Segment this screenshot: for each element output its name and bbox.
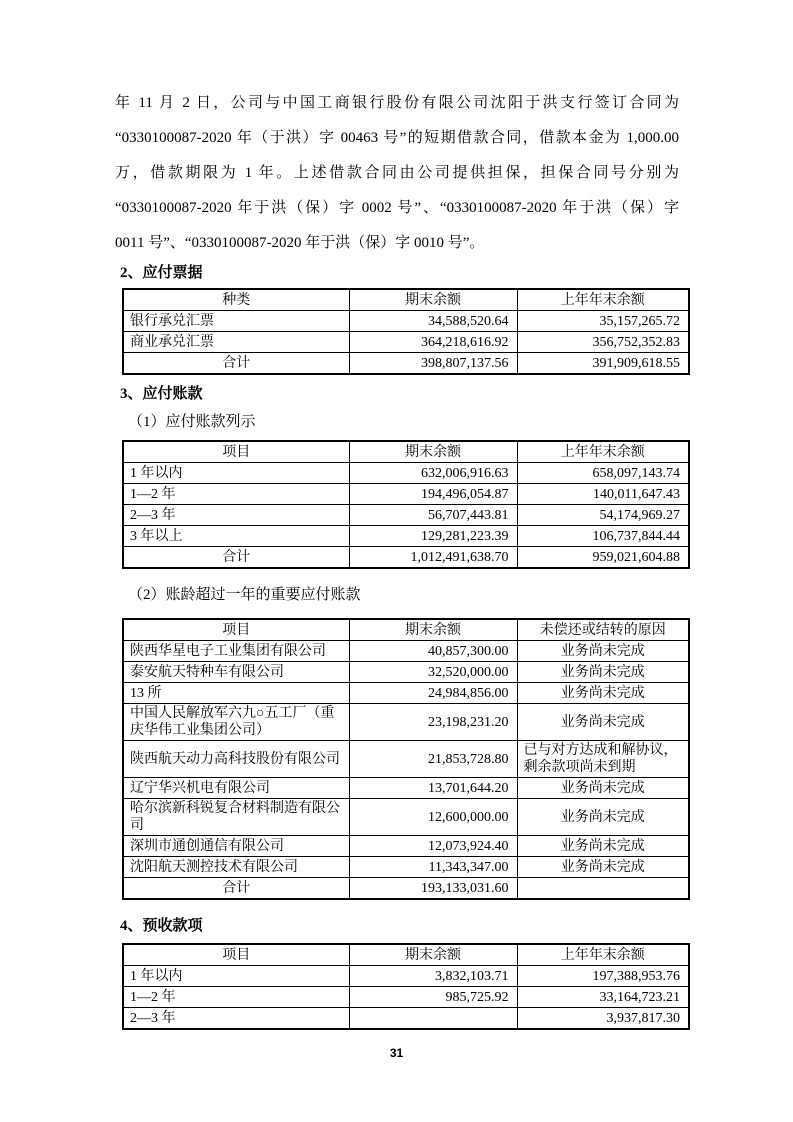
table-cell: 658,097,143.74 bbox=[517, 463, 689, 484]
table-cell: 业务尚未完成 bbox=[517, 799, 689, 836]
table-row bbox=[123, 526, 689, 547]
table-row bbox=[123, 741, 689, 778]
table-cell: 197,388,953.76 bbox=[517, 966, 689, 987]
page-number: 31 bbox=[389, 1046, 404, 1060]
total-row bbox=[123, 878, 689, 900]
table-row bbox=[123, 778, 689, 799]
table-cell: 129,281,223.39 bbox=[349, 526, 517, 547]
table-row bbox=[123, 311, 689, 332]
table-header-row bbox=[123, 944, 689, 966]
column-header: 项目 bbox=[123, 944, 349, 966]
table-cell: 24,984,856.00 bbox=[349, 683, 517, 704]
column-header: 种类 bbox=[123, 289, 349, 311]
table-cell: 3,937,817.30 bbox=[517, 1008, 689, 1030]
table-row bbox=[123, 662, 689, 683]
table-cell: 辽宁华兴机电有限公司 bbox=[123, 778, 349, 799]
table-cell: 11,343,347.00 bbox=[349, 857, 517, 878]
table-cell: 1 年以内 bbox=[123, 463, 349, 484]
table-cell: 银行承兑汇票 bbox=[123, 311, 349, 332]
table-row bbox=[123, 857, 689, 878]
table-row bbox=[123, 987, 689, 1008]
table-cell: 1,012,491,638.70 bbox=[349, 547, 517, 569]
table-cell: 哈尔滨新科锐复合材料制造有限公司 bbox=[123, 799, 349, 836]
table-cell: 32,520,000.00 bbox=[349, 662, 517, 683]
notes-payable-table bbox=[122, 288, 690, 375]
table-cell: 33,164,723.21 bbox=[517, 987, 689, 1008]
table-cell: 34,588,520.64 bbox=[349, 311, 517, 332]
paragraph-line: “0330100087-2020 年（于洪）字 00463 号”的短期借款合同，借款本金为 1,000.00 bbox=[115, 130, 679, 146]
table-row bbox=[123, 484, 689, 505]
table-cell: 陕西华星电子工业集团有限公司 bbox=[123, 641, 349, 662]
table-cell: 12,073,924.40 bbox=[349, 836, 517, 857]
column-header: 期末余额 bbox=[349, 944, 517, 966]
table-cell: 已与对方达成和解协议，剩余款项尚未到期 bbox=[517, 741, 689, 778]
column-header: 上年年末余额 bbox=[517, 441, 689, 463]
table-cell: 合计 bbox=[123, 353, 349, 375]
table-cell: 泰安航天特种车有限公司 bbox=[123, 662, 349, 683]
table-cell bbox=[517, 878, 689, 900]
table-cell: 业务尚未完成 bbox=[517, 857, 689, 878]
table-header-row bbox=[123, 289, 689, 311]
column-header: 项目 bbox=[123, 441, 349, 463]
table-cell: 合计 bbox=[123, 878, 349, 900]
column-header: 期末余额 bbox=[349, 441, 517, 463]
section3-sub1-heading: （1）应付账款列示 bbox=[128, 414, 256, 430]
important-accounts-payable-table bbox=[122, 618, 690, 900]
table-cell: 56,707,443.81 bbox=[349, 505, 517, 526]
table-cell: 364,218,616.92 bbox=[349, 332, 517, 353]
table-cell bbox=[349, 1008, 517, 1030]
table-row bbox=[123, 332, 689, 353]
table-cell: 391,909,618.55 bbox=[517, 353, 689, 375]
table-cell: 业务尚未完成 bbox=[517, 641, 689, 662]
table-cell: 沈阳航天测控技术有限公司 bbox=[123, 857, 349, 878]
total-row bbox=[123, 353, 689, 375]
table-cell: 985,725.92 bbox=[349, 987, 517, 1008]
accounts-payable-aging-table bbox=[122, 440, 690, 569]
paragraph-line: 0011 号”、“0330100087-2020 年于洪（保）字 0010 号”。 bbox=[115, 235, 485, 251]
table-row bbox=[123, 463, 689, 484]
table-cell: 1—2 年 bbox=[123, 987, 349, 1008]
table-cell: 23,198,231.20 bbox=[349, 704, 517, 741]
table-row bbox=[123, 641, 689, 662]
table-cell: 业务尚未完成 bbox=[517, 704, 689, 741]
table-row bbox=[123, 683, 689, 704]
table-cell: 12,600,000.00 bbox=[349, 799, 517, 836]
table-cell: 194,496,054.87 bbox=[349, 484, 517, 505]
column-header: 未偿还或结转的原因 bbox=[517, 619, 689, 641]
table-row bbox=[123, 836, 689, 857]
section3-heading: 3、应付账款 bbox=[120, 386, 203, 402]
table-cell: 106,737,844.44 bbox=[517, 526, 689, 547]
table-cell: 业务尚未完成 bbox=[517, 683, 689, 704]
table-cell: 合计 bbox=[123, 547, 349, 569]
table-cell: 13 所 bbox=[123, 683, 349, 704]
section3-sub2-heading: （2）账龄超过一年的重要应付账款 bbox=[128, 587, 361, 603]
table-cell: 2—3 年 bbox=[123, 505, 349, 526]
table-cell: 40,857,300.00 bbox=[349, 641, 517, 662]
table-header-row bbox=[123, 441, 689, 463]
table-cell: 业务尚未完成 bbox=[517, 662, 689, 683]
table-cell: 21,853,728.80 bbox=[349, 741, 517, 778]
table-cell: 3 年以上 bbox=[123, 526, 349, 547]
table-cell: 35,157,265.72 bbox=[517, 311, 689, 332]
table-row bbox=[123, 505, 689, 526]
table-cell: 1 年以内 bbox=[123, 966, 349, 987]
table-cell: 1—2 年 bbox=[123, 484, 349, 505]
total-row bbox=[123, 547, 689, 569]
intro-paragraph bbox=[115, 86, 679, 261]
table-row bbox=[123, 799, 689, 836]
column-header: 上年年末余额 bbox=[517, 944, 689, 966]
table-cell: 2—3 年 bbox=[123, 1008, 349, 1030]
table-cell: 140,011,647.43 bbox=[517, 484, 689, 505]
table-cell: 13,701,644.20 bbox=[349, 778, 517, 799]
table-cell: 业务尚未完成 bbox=[517, 836, 689, 857]
table-row bbox=[123, 704, 689, 741]
section4-heading: 4、预收款项 bbox=[120, 918, 203, 934]
table-row bbox=[123, 966, 689, 987]
paragraph-line: 万，借款期限为 1 年。上述借款合同由公司提供担保，担保合同号分别为 bbox=[115, 165, 679, 181]
section2-heading: 2、应付票据 bbox=[120, 265, 203, 281]
table-cell: 中国人民解放军六九○五工厂（重庆华伟工业集团公司） bbox=[123, 704, 349, 741]
paragraph-line: 年 11 月 2 日，公司与中国工商银行股份有限公司沈阳于洪支行签订合同为 bbox=[115, 95, 679, 111]
column-header: 项目 bbox=[123, 619, 349, 641]
table-cell: 3,832,103.71 bbox=[349, 966, 517, 987]
table-cell: 959,021,604.88 bbox=[517, 547, 689, 569]
column-header: 期末余额 bbox=[349, 289, 517, 311]
table-cell: 356,752,352.83 bbox=[517, 332, 689, 353]
table-cell: 398,807,137.56 bbox=[349, 353, 517, 375]
table-cell: 193,133,031.60 bbox=[349, 878, 517, 900]
table-row bbox=[123, 1008, 689, 1030]
table-cell: 陕西航天动力高科技股份有限公司 bbox=[123, 741, 349, 778]
table-cell: 54,174,969.27 bbox=[517, 505, 689, 526]
table-cell: 业务尚未完成 bbox=[517, 778, 689, 799]
table-cell: 深圳市通创通信有限公司 bbox=[123, 836, 349, 857]
paragraph-line: “0330100087-2020 年于洪（保）字 0002 号”、“0330100087-2020 年于洪（保）字 bbox=[115, 200, 679, 216]
table-cell: 632,006,916.63 bbox=[349, 463, 517, 484]
column-header: 期末余额 bbox=[349, 619, 517, 641]
table-cell: 商业承兑汇票 bbox=[123, 332, 349, 353]
column-header: 上年年末余额 bbox=[517, 289, 689, 311]
table-header-row bbox=[123, 619, 689, 641]
advances-received-table bbox=[122, 943, 690, 1030]
